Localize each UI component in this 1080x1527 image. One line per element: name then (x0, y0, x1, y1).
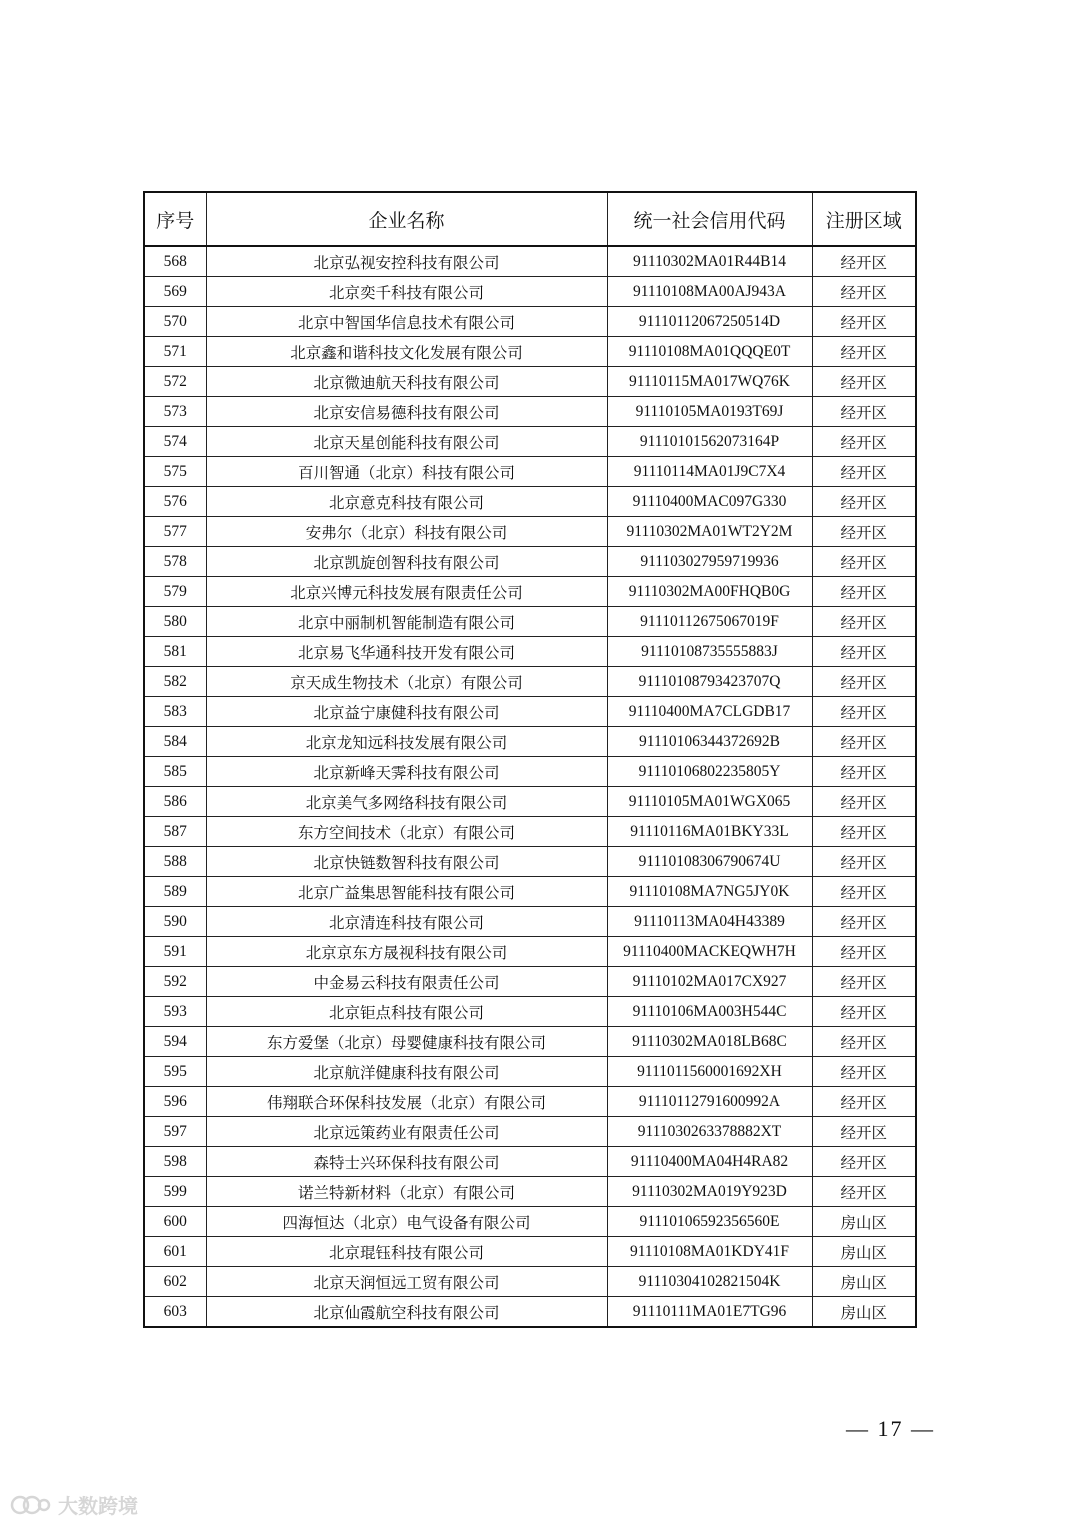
cell-credit-code: 91110304102821504K (607, 1267, 812, 1297)
cell-region: 经开区 (812, 787, 916, 817)
cell-index: 590 (144, 907, 206, 937)
cell-credit-code: 91110112067250514D (607, 307, 812, 337)
cell-region: 经开区 (812, 997, 916, 1027)
cell-index: 569 (144, 277, 206, 307)
cell-credit-code: 91110106592356560E (607, 1207, 812, 1237)
table-row (144, 1267, 916, 1297)
table-row (144, 817, 916, 847)
cell-region: 经开区 (812, 1027, 916, 1057)
cell-company-name: 百川智通（北京）科技有限公司 (206, 457, 607, 487)
cell-credit-code: 91110302MA00FHQB0G (607, 577, 812, 607)
cell-credit-code: 91110106MA003H544C (607, 997, 812, 1027)
table-row (144, 246, 916, 277)
cell-index: 601 (144, 1237, 206, 1267)
table-row (144, 577, 916, 607)
cell-index: 579 (144, 577, 206, 607)
table-row (144, 1177, 916, 1207)
table-row (144, 667, 916, 697)
company-table (143, 191, 917, 1328)
cell-company-name: 北京广益集思智能科技有限公司 (206, 877, 607, 907)
table-row (144, 1027, 916, 1057)
cell-credit-code: 91110105MA01WGX065 (607, 787, 812, 817)
table-row (144, 967, 916, 997)
cell-region: 经开区 (812, 427, 916, 457)
cell-company-name: 北京龙知远科技发展有限公司 (206, 727, 607, 757)
cell-credit-code: 91110114MA01J9C7X4 (607, 457, 812, 487)
cell-company-name: 森特士兴环保科技有限公司 (206, 1147, 607, 1177)
cell-company-name: 北京清连科技有限公司 (206, 907, 607, 937)
cell-index: 584 (144, 727, 206, 757)
cell-index: 594 (144, 1027, 206, 1057)
watermark (10, 1490, 138, 1519)
cell-region: 房山区 (812, 1237, 916, 1267)
cell-index: 568 (144, 246, 206, 277)
cell-company-name: 北京远策药业有限责任公司 (206, 1117, 607, 1147)
cell-credit-code: 91110108306790674U (607, 847, 812, 877)
header-index: 序号 (144, 192, 206, 246)
table-row (144, 637, 916, 667)
cell-region: 经开区 (812, 1147, 916, 1177)
cell-company-name: 京天成生物技术（北京）有限公司 (206, 667, 607, 697)
cell-company-name: 中金易云科技有限责任公司 (206, 967, 607, 997)
cell-credit-code: 91110115MA017WQ76K (607, 367, 812, 397)
cell-region: 经开区 (812, 937, 916, 967)
cell-company-name: 四海恒达（北京）电气设备有限公司 (206, 1207, 607, 1237)
table-row (144, 1207, 916, 1237)
cell-credit-code: 91110112675067019F (607, 607, 812, 637)
cell-region: 经开区 (812, 307, 916, 337)
cell-region: 经开区 (812, 1057, 916, 1087)
cell-region: 经开区 (812, 757, 916, 787)
cell-index: 586 (144, 787, 206, 817)
cell-index: 589 (144, 877, 206, 907)
cell-region: 经开区 (812, 1117, 916, 1147)
cell-region: 经开区 (812, 697, 916, 727)
cell-index: 591 (144, 937, 206, 967)
cell-index: 600 (144, 1207, 206, 1237)
table-row (144, 607, 916, 637)
header-region: 注册区域 (812, 192, 916, 246)
table-row (144, 487, 916, 517)
cell-credit-code: 9111011560001692XH (607, 1057, 812, 1087)
table-row (144, 427, 916, 457)
cell-index: 587 (144, 817, 206, 847)
cell-company-name: 北京天星创能科技有限公司 (206, 427, 607, 457)
cell-region: 经开区 (812, 907, 916, 937)
brand-logo-icon (10, 1493, 52, 1517)
cell-index: 603 (144, 1297, 206, 1328)
page-number: — 17 — (846, 1416, 935, 1441)
cell-company-name: 北京凯旋创智科技有限公司 (206, 547, 607, 577)
cell-credit-code: 91110106344372692B (607, 727, 812, 757)
cell-company-name: 北京兴博元科技发展有限责任公司 (206, 577, 607, 607)
cell-credit-code: 91110302MA018LB68C (607, 1027, 812, 1057)
table-row (144, 1297, 916, 1328)
cell-index: 593 (144, 997, 206, 1027)
cell-credit-code: 91110108735555883J (607, 637, 812, 667)
cell-credit-code: 91110302MA01R44B14 (607, 246, 812, 277)
cell-region: 经开区 (812, 277, 916, 307)
cell-company-name: 北京鑫和谐科技文化发展有限公司 (206, 337, 607, 367)
table-row (144, 1087, 916, 1117)
cell-company-name: 北京琨钰科技有限公司 (206, 1237, 607, 1267)
table-row (144, 907, 916, 937)
cell-credit-code: 91110108MA01QQQE0T (607, 337, 812, 367)
header-code: 统一社会信用代码 (607, 192, 812, 246)
cell-index: 577 (144, 517, 206, 547)
cell-company-name: 北京航洋健康科技有限公司 (206, 1057, 607, 1087)
cell-index: 595 (144, 1057, 206, 1087)
cell-credit-code: 91110105MA0193T69J (607, 397, 812, 427)
cell-company-name: 北京美气多网络科技有限公司 (206, 787, 607, 817)
cell-company-name: 北京天润恒远工贸有限公司 (206, 1267, 607, 1297)
cell-region: 经开区 (812, 397, 916, 427)
cell-credit-code: 91110108MA01KDY41F (607, 1237, 812, 1267)
cell-region: 经开区 (812, 637, 916, 667)
cell-index: 585 (144, 757, 206, 787)
cell-region: 经开区 (812, 1087, 916, 1117)
cell-index: 602 (144, 1267, 206, 1297)
cell-index: 570 (144, 307, 206, 337)
cell-company-name: 北京新峰天霁科技有限公司 (206, 757, 607, 787)
cell-index: 574 (144, 427, 206, 457)
cell-credit-code: 9111030263378882XT (607, 1117, 812, 1147)
cell-index: 598 (144, 1147, 206, 1177)
table-body (144, 246, 916, 1327)
cell-index: 580 (144, 607, 206, 637)
cell-company-name: 北京钜点科技有限公司 (206, 997, 607, 1027)
cell-company-name: 北京意克科技有限公司 (206, 487, 607, 517)
cell-credit-code: 91110302MA01WT2Y2M (607, 517, 812, 547)
cell-region: 经开区 (812, 877, 916, 907)
table-row (144, 517, 916, 547)
cell-company-name: 北京弘视安控科技有限公司 (206, 246, 607, 277)
cell-region: 经开区 (812, 847, 916, 877)
table-row (144, 997, 916, 1027)
table-row (144, 787, 916, 817)
cell-company-name: 伟翔联合环保科技发展（北京）有限公司 (206, 1087, 607, 1117)
cell-credit-code: 91110108MA7NG5JY0K (607, 877, 812, 907)
cell-credit-code: 91110111MA01E7TG96 (607, 1297, 812, 1328)
table-row (144, 697, 916, 727)
table-row (144, 367, 916, 397)
table-row (144, 1237, 916, 1267)
table-row (144, 337, 916, 367)
cell-index: 583 (144, 697, 206, 727)
table-row (144, 877, 916, 907)
cell-company-name: 北京微迪航天科技有限公司 (206, 367, 607, 397)
cell-company-name: 北京奕千科技有限公司 (206, 277, 607, 307)
header-name: 企业名称 (206, 192, 607, 246)
table-row (144, 397, 916, 427)
table-row (144, 1117, 916, 1147)
cell-region: 经开区 (812, 607, 916, 637)
cell-index: 573 (144, 397, 206, 427)
cell-credit-code: 91110106802235805Y (607, 757, 812, 787)
cell-credit-code: 91110400MA04H4RA82 (607, 1147, 812, 1177)
cell-region: 经开区 (812, 367, 916, 397)
cell-region: 经开区 (812, 337, 916, 367)
cell-company-name: 北京中智国华信息技术有限公司 (206, 307, 607, 337)
cell-region: 房山区 (812, 1207, 916, 1237)
table-row (144, 727, 916, 757)
table-row (144, 457, 916, 487)
cell-region: 经开区 (812, 517, 916, 547)
cell-credit-code: 91110302MA019Y923D (607, 1177, 812, 1207)
cell-region: 经开区 (812, 487, 916, 517)
watermark-text: 大数跨境 (58, 1494, 138, 1518)
cell-company-name: 北京中丽制机智能制造有限公司 (206, 607, 607, 637)
cell-company-name: 北京益宁康健科技有限公司 (206, 697, 607, 727)
cell-index: 597 (144, 1117, 206, 1147)
cell-region: 房山区 (812, 1267, 916, 1297)
cell-index: 578 (144, 547, 206, 577)
cell-company-name: 安弗尔（北京）科技有限公司 (206, 517, 607, 547)
table-row (144, 937, 916, 967)
cell-credit-code: 91110113MA04H43389 (607, 907, 812, 937)
cell-company-name: 北京仙霞航空科技有限公司 (206, 1297, 607, 1328)
cell-credit-code: 91110101562073164P (607, 427, 812, 457)
cell-index: 576 (144, 487, 206, 517)
cell-index: 575 (144, 457, 206, 487)
cell-index: 596 (144, 1087, 206, 1117)
cell-company-name: 北京京东方晟视科技有限公司 (206, 937, 607, 967)
cell-region: 经开区 (812, 727, 916, 757)
cell-region: 经开区 (812, 1177, 916, 1207)
cell-credit-code: 911103027959719936 (607, 547, 812, 577)
cell-credit-code: 91110108MA00AJ943A (607, 277, 812, 307)
cell-company-name: 东方爱堡（北京）母婴健康科技有限公司 (206, 1027, 607, 1057)
table-row (144, 547, 916, 577)
cell-region: 经开区 (812, 577, 916, 607)
cell-company-name: 北京易飞华通科技开发有限公司 (206, 637, 607, 667)
cell-index: 592 (144, 967, 206, 997)
cell-credit-code: 91110108793423707Q (607, 667, 812, 697)
cell-credit-code: 91110400MA7CLGDB17 (607, 697, 812, 727)
cell-company-name: 东方空间技术（北京）有限公司 (206, 817, 607, 847)
cell-region: 经开区 (812, 547, 916, 577)
table-row (144, 307, 916, 337)
cell-credit-code: 91110116MA01BKY33L (607, 817, 812, 847)
cell-region: 经开区 (812, 667, 916, 697)
table-row (144, 847, 916, 877)
cell-company-name: 北京快链数智科技有限公司 (206, 847, 607, 877)
cell-credit-code: 91110400MAC097G330 (607, 487, 812, 517)
cell-credit-code: 91110102MA017CX927 (607, 967, 812, 997)
table-row (144, 277, 916, 307)
cell-index: 582 (144, 667, 206, 697)
cell-company-name: 北京安信易德科技有限公司 (206, 397, 607, 427)
table-header-row (144, 192, 916, 246)
cell-region: 经开区 (812, 246, 916, 277)
cell-region: 经开区 (812, 457, 916, 487)
cell-index: 599 (144, 1177, 206, 1207)
cell-index: 571 (144, 337, 206, 367)
cell-index: 572 (144, 367, 206, 397)
table-row (144, 1057, 916, 1087)
cell-region: 房山区 (812, 1297, 916, 1328)
cell-index: 588 (144, 847, 206, 877)
cell-region: 经开区 (812, 817, 916, 847)
cell-credit-code: 91110112791600992A (607, 1087, 812, 1117)
cell-credit-code: 91110400MACKEQWH7H (607, 937, 812, 967)
table-row (144, 757, 916, 787)
cell-company-name: 诺兰特新材料（北京）有限公司 (206, 1177, 607, 1207)
cell-index: 581 (144, 637, 206, 667)
table-row (144, 1147, 916, 1177)
cell-region: 经开区 (812, 967, 916, 997)
